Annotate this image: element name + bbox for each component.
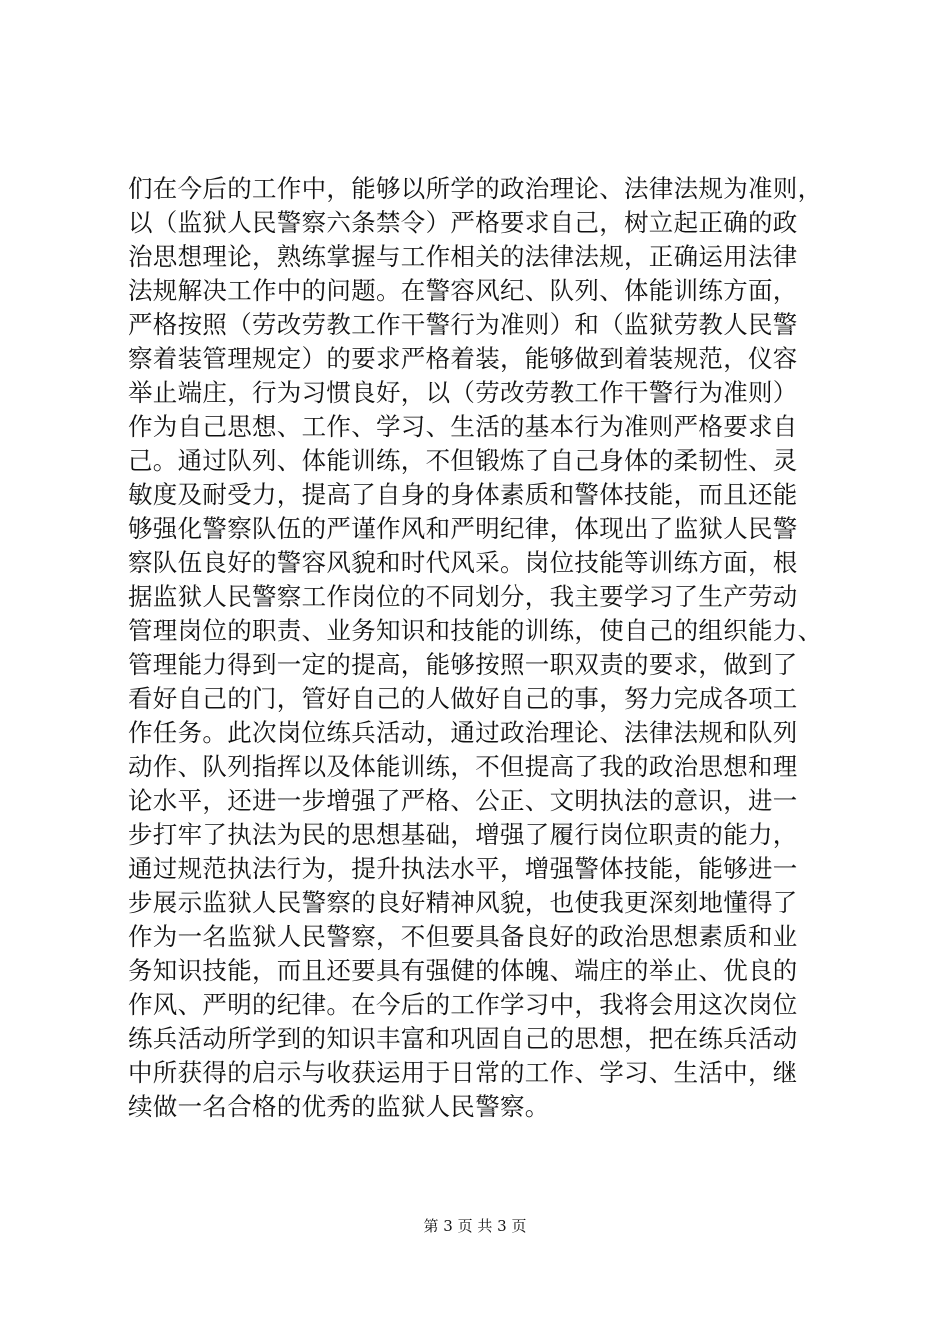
text-line: 己。通过队列、体能训练，不但锻炼了自己身体的柔韧性、灵: [128, 446, 798, 475]
text-line: 作任务。此次岗位练兵活动，通过政治理论、法律法规和队列: [128, 718, 798, 747]
text-line: 察队伍良好的警容风貌和时代风采。岗位技能等训练方面，根: [128, 548, 798, 577]
text-line: 够强化警察队伍的严谨作风和严明纪律，体现出了监狱人民警: [128, 514, 798, 543]
text-line: 步打牢了执法为民的思想基础，增强了履行岗位职责的能力，: [128, 820, 798, 849]
text-line: 举止端庄，行为习惯良好，以（劳改劳教工作干警行为准则）: [128, 378, 798, 407]
text-line: 严格按照（劳改劳教工作干警行为准则）和（监狱劳教人民警: [128, 310, 798, 339]
text-line: 治思想理论，熟练掌握与工作相关的法律法规，正确运用法律: [128, 242, 798, 271]
text-line: 敏度及耐受力，提高了自身的身体素质和警体技能，而且还能: [128, 480, 798, 509]
text-line: 务知识技能，而且还要具有强健的体魄、端庄的举止、优良的: [128, 956, 798, 985]
page-number-footer: 第 3 页 共 3 页: [423, 1217, 527, 1235]
text-line: 作为自己思想、工作、学习、生活的基本行为准则严格要求自: [128, 412, 798, 441]
text-line: 以（监狱人民警察六条禁令）严格要求自己，树立起正确的政: [128, 208, 798, 237]
text-line: 们在今后的工作中，能够以所学的政治理论、法律法规为准则，: [128, 174, 823, 203]
text-line: 作风、严明的纪律。在今后的工作学习中，我将会用这次岗位: [128, 990, 798, 1019]
text-line: 步展示监狱人民警察的良好精神风貌，也使我更深刻地懂得了: [128, 888, 798, 917]
text-line: 练兵活动所学到的知识丰富和巩固自己的思想，把在练兵活动: [128, 1024, 798, 1053]
text-line: 通过规范执法行为，提升执法水平，增强警体技能，能够进一: [128, 854, 798, 883]
text-line: 续做一名合格的优秀的监狱人民警察。: [128, 1092, 550, 1121]
text-line: 法规解决工作中的问题。在警容风纪、队列、体能训练方面，: [128, 276, 798, 305]
text-line: 作为一名监狱人民警察，不但要具备良好的政治思想素质和业: [128, 922, 798, 951]
text-line: 管理岗位的职责、业务知识和技能的训练，使自己的组织能力、: [128, 616, 823, 645]
text-line: 据监狱人民警察工作岗位的不同划分，我主要学习了生产劳动: [128, 582, 798, 611]
text-line: 动作、队列指挥以及体能训练，不但提高了我的政治思想和理: [128, 752, 798, 781]
text-line: 中所获得的启示与收获运用于日常的工作、学习、生活中，继: [128, 1058, 798, 1087]
text-line: 管理能力得到一定的提高，能够按照一职双责的要求，做到了: [128, 650, 798, 679]
text-line: 察着装管理规定）的要求严格着装，能够做到着装规范，仪容: [128, 344, 798, 373]
text-line: 看好自己的门，管好自己的人做好自己的事，努力完成各项工: [128, 684, 798, 713]
body-paragraph: [128, 172, 840, 1124]
text-line: 论水平，还进一步增强了严格、公正、文明执法的意识，进一: [128, 786, 798, 815]
